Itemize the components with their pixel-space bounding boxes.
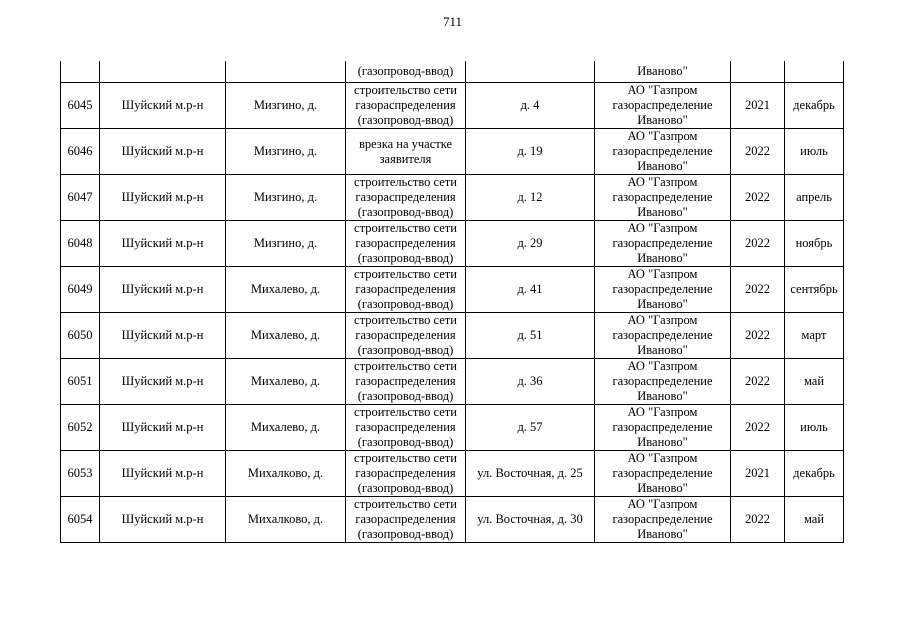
cell-district: Шуйский м.р-н: [100, 129, 226, 175]
cell-organization-line: АО "Газпром: [627, 129, 698, 143]
cell-district: Шуйский м.р-н: [100, 221, 226, 267]
cell-organization: [595, 405, 731, 451]
cell-work-type: [346, 313, 466, 359]
cell-work-type-line: строительство сети: [354, 451, 457, 465]
table-row: [61, 451, 844, 497]
cell-organization-line: Иваново": [637, 435, 688, 449]
cell-district: Шуйский м.р-н: [100, 83, 226, 129]
cell-organization: [595, 313, 731, 359]
cell-organization: [595, 83, 731, 129]
cell-work-type: [346, 129, 466, 175]
cell-work-type: [346, 83, 466, 129]
cell-district: Шуйский м.р-н: [100, 451, 226, 497]
cell-work-type-line: газораспределения: [355, 374, 456, 388]
cell-address: д. 57: [466, 405, 595, 451]
cell-organization-line: газораспределение: [612, 98, 713, 112]
cell-month: ноябрь: [785, 221, 844, 267]
continuation-row: [61, 61, 844, 83]
cell-address: д. 19: [466, 129, 595, 175]
cell-work-type-line: заявителя: [379, 151, 432, 166]
cell-work-type-line: (газопровод-ввод): [357, 251, 454, 265]
cell-organization-line: АО "Газпром: [627, 221, 698, 235]
cell-organization-line: газораспределение: [612, 512, 713, 526]
cell-work-type-line: строительство сети: [354, 359, 457, 373]
cell-district: Шуйский м.р-н: [100, 175, 226, 221]
table-row: [61, 175, 844, 221]
cell-address: д. 12: [466, 175, 595, 221]
cell-organization-line: АО "Газпром: [627, 451, 698, 465]
cell-district: Шуйский м.р-н: [100, 267, 226, 313]
cell-work-type: [346, 221, 466, 267]
cell-number: 6050: [61, 313, 100, 359]
cell-organization-line: Иваново": [637, 389, 688, 403]
cell-number: 6046: [61, 129, 100, 175]
cell-work-type: [346, 497, 466, 543]
cell-work-type-line: газораспределения: [355, 282, 456, 296]
cell-address: д. 4: [466, 83, 595, 129]
cell-organization-line: Иваново": [637, 205, 688, 219]
cell-organization-line: Иваново": [637, 113, 688, 127]
cell-organization-line: АО "Газпром: [627, 83, 698, 97]
cell-organization-line: АО "Газпром: [627, 405, 698, 419]
cell-month: декабрь: [785, 451, 844, 497]
cell-organization-line: газораспределение: [612, 236, 713, 250]
cell-year: 2022: [731, 221, 785, 267]
page-number: 711: [442, 14, 463, 29]
cell-organization-line: газораспределение: [612, 144, 713, 158]
cell-organization-line: АО "Газпром: [627, 175, 698, 189]
cell-number: 6052: [61, 405, 100, 451]
cell-address: [466, 61, 595, 83]
cell-work-type-line: врезка на участке: [358, 136, 453, 151]
cell-organization-line: газораспределение: [612, 282, 713, 296]
table-row: [61, 221, 844, 267]
cell-work-type: [346, 405, 466, 451]
cell-organization: [595, 497, 731, 543]
cell-organization-line: газораспределение: [612, 190, 713, 204]
cell-organization-line: АО "Газпром: [627, 359, 698, 373]
cell-work-type-line: газораспределения: [355, 420, 456, 434]
cell-organization-line: Иваново": [637, 343, 688, 357]
cell-address: ул. Восточная, д. 25: [466, 451, 595, 497]
table-row: [61, 405, 844, 451]
cell-work-type: [346, 451, 466, 497]
table-row: [61, 129, 844, 175]
cell-work-type-line: (газопровод-ввод): [357, 343, 454, 357]
cell-address: д. 29: [466, 221, 595, 267]
cell-organization: [595, 359, 731, 405]
cell-settlement: Мизгино, д.: [226, 221, 346, 267]
cell-work-type-line: (газопровод-ввод): [357, 389, 454, 403]
cell-organization: [595, 221, 731, 267]
table-row: [61, 359, 844, 405]
cell-organization: [595, 267, 731, 313]
cell-work-type-line: газораспределения: [355, 512, 456, 526]
cell-district: Шуйский м.р-н: [100, 313, 226, 359]
cell-organization: Иваново": [595, 61, 731, 83]
cell-month: июль: [785, 129, 844, 175]
cell-work-type-line: строительство сети: [354, 267, 457, 281]
cell-month: июль: [785, 405, 844, 451]
cell-settlement: Михалево, д.: [226, 405, 346, 451]
cell-year: 2022: [731, 175, 785, 221]
cell-organization-line: АО "Газпром: [627, 313, 698, 327]
cell-month: сентябрь: [785, 267, 844, 313]
cell-work-type-line: строительство сети: [354, 497, 457, 511]
cell-settlement: Мизгино, д.: [226, 83, 346, 129]
cell-work-type-line: газораспределения: [355, 236, 456, 250]
cell-organization: [595, 129, 731, 175]
cell-organization-line: Иваново": [637, 527, 688, 541]
cell-organization-line: газораспределение: [612, 466, 713, 480]
cell-work-type-line: строительство сети: [354, 405, 457, 419]
cell-work-type: [346, 359, 466, 405]
cell-month: март: [785, 313, 844, 359]
cell-work-type-line: строительство сети: [354, 83, 457, 97]
cell-organization-line: Иваново": [637, 481, 688, 495]
cell-organization-line: газораспределение: [612, 374, 713, 388]
table-body: [61, 61, 844, 543]
cell-work-type-line: (газопровод-ввод): [357, 297, 454, 311]
cell-organization-line: газораспределение: [612, 328, 713, 342]
cell-organization-line: АО "Газпром: [627, 267, 698, 281]
cell-month: апрель: [785, 175, 844, 221]
cell-number: 6047: [61, 175, 100, 221]
cell-year: [731, 61, 785, 83]
cell-settlement: Мизгино, д.: [226, 129, 346, 175]
cell-work-type-line: строительство сети: [354, 313, 457, 327]
cell-year: 2022: [731, 405, 785, 451]
cell-number: 6053: [61, 451, 100, 497]
cell-address: д. 36: [466, 359, 595, 405]
cell-organization: [595, 451, 731, 497]
cell-number: [61, 61, 100, 83]
cell-settlement: Михалево, д.: [226, 313, 346, 359]
cell-year: 2022: [731, 359, 785, 405]
cell-year: 2022: [731, 497, 785, 543]
cell-month: май: [785, 497, 844, 543]
cell-work-type-line: (газопровод-ввод): [357, 527, 454, 541]
cell-year: 2021: [731, 83, 785, 129]
cell-work-type-line: газораспределения: [355, 190, 456, 204]
cell-organization-line: газораспределение: [612, 420, 713, 434]
table-row: [61, 83, 844, 129]
cell-month: декабрь: [785, 83, 844, 129]
cell-address: д. 41: [466, 267, 595, 313]
cell-work-type-line: (газопровод-ввод): [357, 205, 454, 219]
cell-district: [100, 61, 226, 83]
cell-work-type-line: (газопровод-ввод): [357, 481, 454, 495]
cell-month: май: [785, 359, 844, 405]
cell-work-type-line: (газопровод-ввод): [357, 435, 454, 449]
cell-work-type-line: газораспределения: [355, 328, 456, 342]
cell-address: ул. Восточная, д. 30: [466, 497, 595, 543]
cell-work-type-line: строительство сети: [354, 175, 457, 189]
table-row: [61, 267, 844, 313]
cell-settlement: Михалево, д.: [226, 267, 346, 313]
cell-work-type-line: строительство сети: [354, 221, 457, 235]
cell-year: 2022: [731, 267, 785, 313]
cell-district: Шуйский м.р-н: [100, 359, 226, 405]
cell-settlement: [226, 61, 346, 83]
cell-work-type-line: (газопровод-ввод): [357, 113, 454, 127]
cell-work-type: [346, 267, 466, 313]
table-row: [61, 313, 844, 359]
cell-year: 2022: [731, 313, 785, 359]
gasification-schedule-table: [60, 61, 844, 543]
cell-work-type: (газопровод-ввод): [346, 61, 466, 83]
cell-settlement: Михалково, д.: [226, 451, 346, 497]
cell-organization-line: АО "Газпром: [627, 497, 698, 511]
cell-address: д. 51: [466, 313, 595, 359]
cell-district: Шуйский м.р-н: [100, 497, 226, 543]
cell-district: Шуйский м.р-н: [100, 405, 226, 451]
cell-work-type-line: газораспределения: [355, 466, 456, 480]
cell-month: [785, 61, 844, 83]
cell-number: 6048: [61, 221, 100, 267]
cell-organization: [595, 175, 731, 221]
cell-work-type-line: газораспределения: [355, 98, 456, 112]
cell-organization-line: Иваново": [637, 297, 688, 311]
cell-number: 6051: [61, 359, 100, 405]
cell-number: 6054: [61, 497, 100, 543]
cell-number: 6049: [61, 267, 100, 313]
cell-organization-line: Иваново": [637, 159, 688, 173]
table-row: [61, 497, 844, 543]
cell-organization-line: Иваново": [637, 251, 688, 265]
cell-settlement: Мизгино, д.: [226, 175, 346, 221]
cell-number: 6045: [61, 83, 100, 129]
cell-settlement: Михалково, д.: [226, 497, 346, 543]
cell-work-type: [346, 175, 466, 221]
cell-year: 2022: [731, 129, 785, 175]
cell-settlement: Михалево, д.: [226, 359, 346, 405]
cell-year: 2021: [731, 451, 785, 497]
